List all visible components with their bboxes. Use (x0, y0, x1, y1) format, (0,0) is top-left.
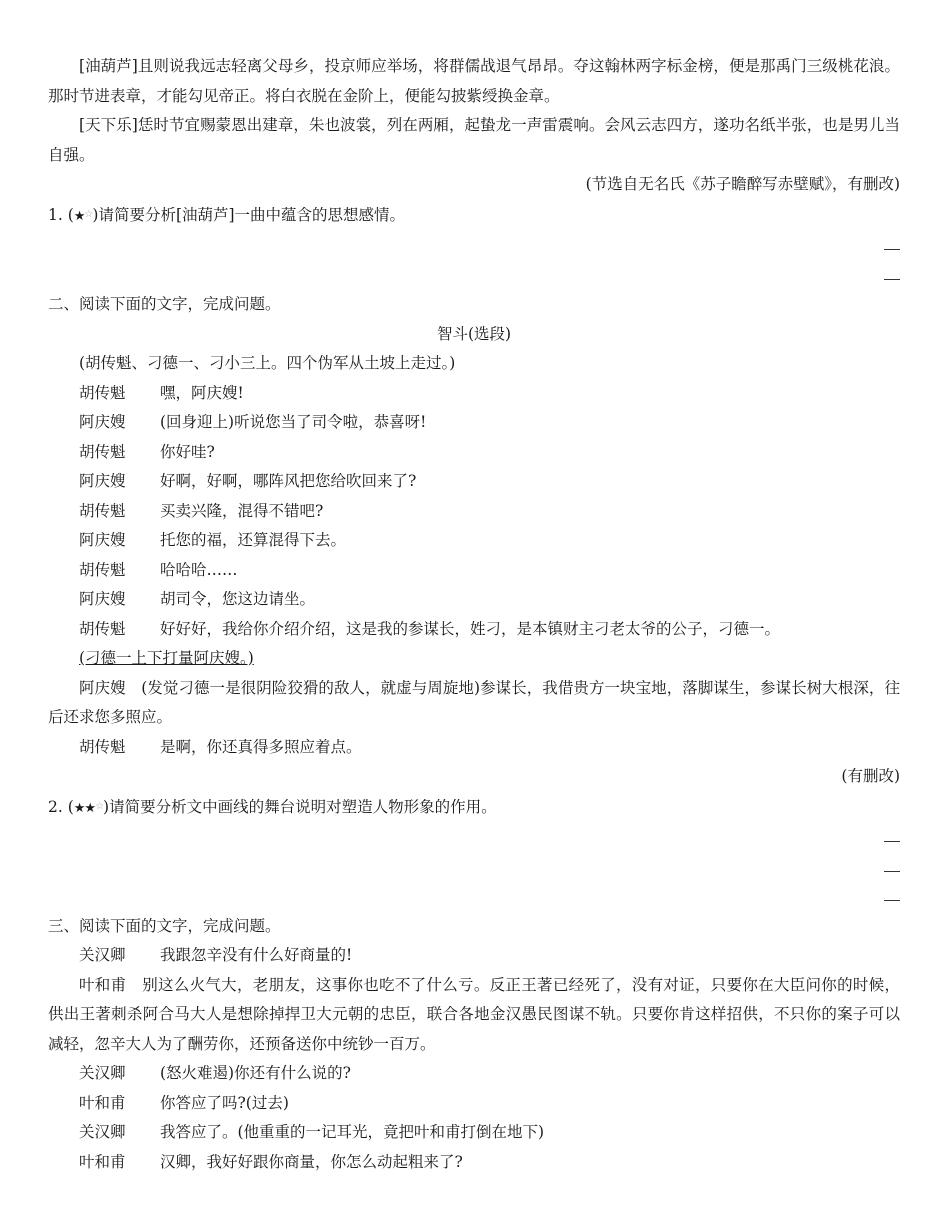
difficulty-star-icon: ★★☆ (73, 800, 104, 816)
question-text: )请简要分析文中画线的舞台说明对塑造人物形象的作用。 (103, 797, 497, 816)
question-number: 1. ( (48, 205, 74, 224)
line-text: 好好好，我给你介绍介绍，这是我的参谋长，姓刁，是本镇财主刁老太爷的公子，刁德一。 (160, 619, 781, 638)
speaker: 胡传魁 (79, 737, 126, 756)
answer-line[interactable] (48, 261, 900, 291)
answer-line[interactable] (48, 853, 900, 883)
line-text: 我答应了。(他重重的一记耳光，竟把叶和甫打倒在地下) (160, 1123, 545, 1141)
speaker: 阿庆嫂 (79, 531, 126, 549)
speaker: 阿庆嫂 (79, 678, 126, 697)
dialogue-line (48, 438, 900, 468)
dialogue-list (48, 379, 900, 645)
line-text: 是啊，你还真得多照应着点。 (160, 737, 362, 756)
line-text: 托您的福，还算混得下去。 (160, 531, 347, 549)
stage-direction: (胡传魁、刁德一、刁小三上。四个伪军从土坡上走过。) (79, 354, 456, 372)
dialogue-line (48, 497, 900, 527)
dialogue-line (48, 379, 900, 409)
question-2 (48, 792, 900, 824)
excerpt-title: 智斗(选段) (436, 324, 512, 343)
document-page (48, 52, 900, 1177)
line-text: 胡司令，您这边请坐。 (160, 590, 316, 608)
section-3-heading: 三、阅读下面的文字，完成问题。 (48, 916, 281, 935)
dialogue-line (48, 733, 900, 763)
answer-line[interactable] (48, 231, 900, 261)
dialogue-line (48, 408, 900, 438)
speaker: 胡传魁 (79, 619, 126, 638)
dialogue-list (48, 1059, 900, 1177)
dialogue-line (48, 971, 900, 1060)
answer-line[interactable] (48, 882, 900, 912)
dialogue-line (48, 1148, 900, 1178)
poem-paragraph-2: [天下乐]恁时节宜赐蒙恩出建章，朱也波裳，列在两厢，起蛰龙一声雷震响。会风云志四方，遂功名纸半张，也是男儿当自强。 (48, 116, 900, 164)
speaker: 阿庆嫂 (79, 472, 126, 490)
line-text: (发觉刁德一是很阴险狡猾的敌人，就虚与周旋地)参谋长，我借贵方一块宝地，落脚谋生，参谋长树大根深，往后还求您多照应。 (48, 678, 900, 726)
line-text: 哈哈哈…… (160, 560, 238, 579)
line-text: 别这么火气大，老朋友，这事你也吃不了什么亏。反正王著已经死了，没有对证，只要你在大臣问你的时候，供出王著刺杀阿合马大人是想除掉捍卫大元朝的忠臣，联合各地金汉愚民图谋不轨。只要你肯这样招供，不只你的案子可以减轻，忽辛大人为了酬劳你，还预备送你中统钞一百万。 (48, 975, 900, 1053)
speaker: 胡传魁 (79, 442, 126, 461)
question-number: 2. ( (48, 797, 74, 816)
poem-source: (节选自无名氏《苏子瞻醉写赤壁赋》，有删改) (585, 175, 900, 193)
line-text: 嘿，阿庆嫂! (160, 383, 244, 402)
speaker: 阿庆嫂 (79, 413, 126, 431)
dialogue-line (48, 615, 900, 645)
dialogue-line (48, 585, 900, 615)
line-text: 汉卿，我好好跟你商量，你怎么动起粗来了? (160, 1152, 463, 1171)
answer-line[interactable] (48, 823, 900, 853)
excerpt-source: (有删改) (841, 767, 900, 785)
dialogue-line (48, 1059, 900, 1089)
question-text: )请简要分析[油葫芦]一曲中蕴含的思想感情。 (92, 205, 406, 224)
difficulty-star-icon: ★☆ (73, 208, 93, 224)
poem-paragraph-1: [油葫芦]且则说我远志轻离父母乡，投京师应举场，将群儒战退气昂昂。夺这翰林两字标金榜，便是那禹门三级桃花浪。那时节进表章，才能勾见帝正。将白衣脱在金阶上，便能勾披紫绶换金章。 (48, 57, 900, 105)
dialogue-line (48, 526, 900, 556)
line-text: 你答应了吗?(过去) (160, 1093, 289, 1112)
line-text: 我跟忽辛没有什么好商量的! (160, 946, 353, 964)
dialogue-line (48, 467, 900, 497)
speaker: 叶和甫 (79, 1152, 126, 1171)
line-text: (怒火难遏)你还有什么说的? (160, 1064, 351, 1082)
dialogue-line (48, 556, 900, 586)
speaker: 胡传魁 (79, 383, 126, 402)
speaker: 叶和甫 (79, 1093, 126, 1112)
speaker: 胡传魁 (79, 501, 126, 520)
dialogue-line (48, 1118, 900, 1148)
speaker: 关汉卿 (79, 946, 126, 964)
line-text: 好啊，好啊，哪阵风把您给吹回来了? (160, 472, 417, 490)
speaker: 胡传魁 (79, 560, 126, 579)
line-text: 买卖兴隆，混得不错吧? (160, 501, 324, 520)
section-2-heading: 二、阅读下面的文字，完成问题。 (48, 295, 281, 313)
dialogue-line (48, 1089, 900, 1119)
speaker: 阿庆嫂 (79, 590, 126, 608)
dialogue-line (48, 674, 900, 733)
speaker: 关汉卿 (79, 1064, 126, 1082)
dialogue-line (48, 941, 900, 971)
speaker: 关汉卿 (79, 1123, 126, 1141)
speaker: 叶和甫 (79, 975, 127, 994)
underlined-stage-direction: (刁德一上下打量阿庆嫂。) (79, 649, 254, 667)
line-text: 你好哇? (160, 442, 215, 461)
line-text: (回身迎上)听说您当了司令啦，恭喜呀! (160, 413, 427, 431)
question-1 (48, 200, 900, 232)
